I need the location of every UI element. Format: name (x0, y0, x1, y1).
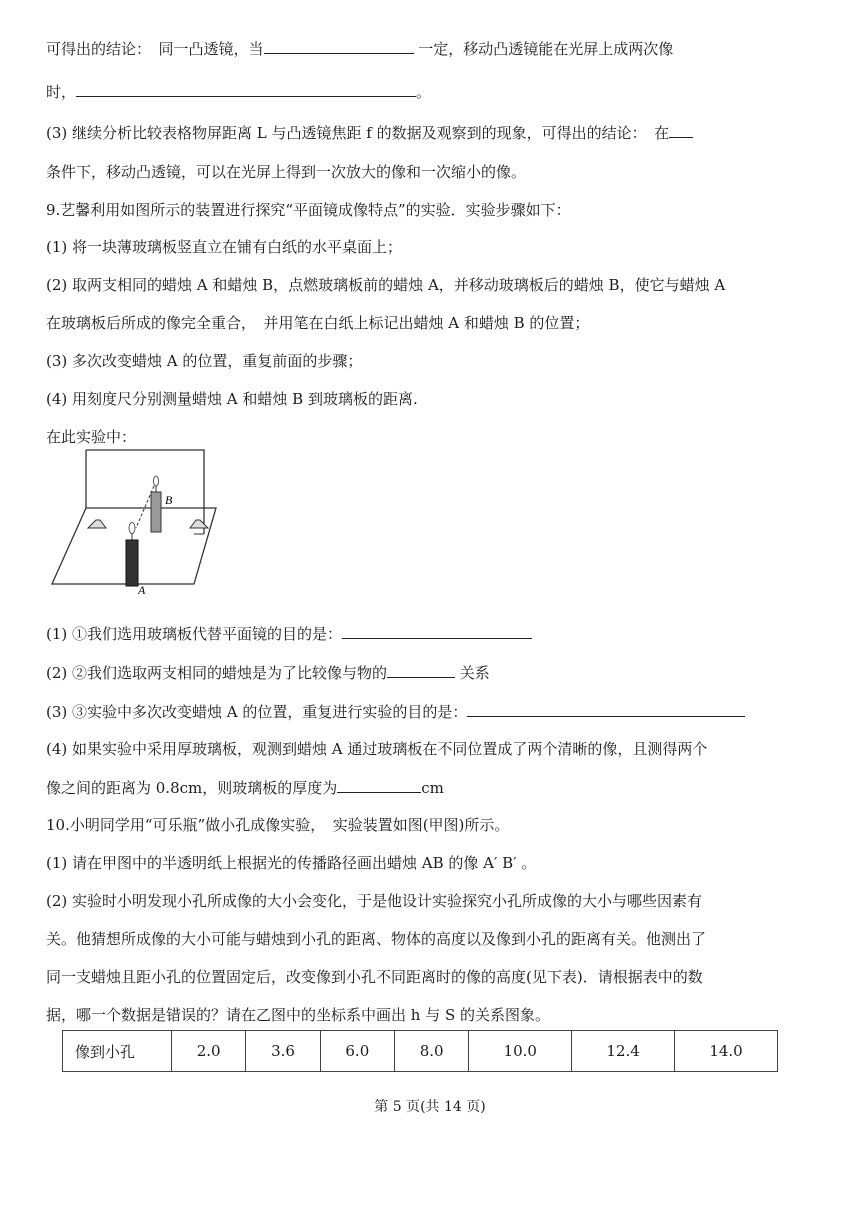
step-4: (4) 用刻度尺分别测量蜡烛 A 和蜡烛 B 到玻璃板的距离. (46, 390, 418, 408)
answer-blank[interactable] (387, 661, 455, 678)
q10-part-2-cont: 同一支蜡烛且距小孔的位置固定后，改变像到小孔不同距离时的像的高度(见下表)．请根据表中的数 (46, 968, 703, 986)
text-line: 条件下，移动凸透镜，可以在光屏上得到一次放大的像和一次缩小的像。 (46, 163, 527, 181)
text-line: 时， 。 (46, 80, 816, 102)
mirror-experiment-figure (44, 436, 224, 604)
text-line: 可得出的结论： 同一凸透镜，当 一定，移动凸透镜能在光屏上成两次像 (46, 37, 816, 59)
page-footer: 第 5 页(共 14 页) (374, 1099, 486, 1115)
step-2-cont: 在玻璃板后所成的像完全重合， 并用笔在白纸上标记出蜡烛 A 和蜡烛 B 的位置； (46, 314, 590, 332)
text-line: (3) 继续分析比较表格物屏距离 L 与凸透镜焦距 f 的数据及观察到的现象，可得出的结论： 在 (46, 121, 816, 143)
question-9-title: 9.艺馨利用如图所示的装置进行探究“平面镜成像特点”的实验．实验步骤如下： (46, 201, 571, 219)
table-row (63, 1031, 778, 1072)
candle-b (151, 492, 161, 532)
answer-blank[interactable] (342, 622, 532, 639)
q10-part-2: (2) 实验时小明发现小孔所成像的大小会变化，于是他设计实验探究小孔所成像的大小与哪些因素有 (46, 892, 703, 910)
conclusion-text: 可得出的结论： 同一凸透镜，当 (46, 40, 264, 58)
step-3: (3) 多次改变蜡烛 A 的位置，重复前面的步骤； (46, 352, 363, 370)
sub-question-2: (2) ②我们选取两支相同的蜡烛是为了比较像与物的 关系 (46, 661, 816, 683)
glass-plate (86, 450, 204, 534)
data-table (62, 1030, 778, 1072)
answer-blank[interactable] (337, 776, 421, 793)
in-experiment-label: 在此实验中： (46, 428, 137, 446)
table-cell: 8.0 (394, 1031, 468, 1072)
answer-blank[interactable] (467, 700, 745, 717)
q10-part-2-cont: 关。他猜想所成像的大小可能与蜡烛到小孔的距离、物体的高度以及像到小孔的距离有关。他测出了 (46, 930, 707, 948)
plate-stand-right (190, 520, 208, 528)
sub-question-4: (4) 如果实验中采用厚玻璃板，观测到蜡烛 A 通过玻璃板在不同位置成了两个清晰的像，且测得两个 (46, 740, 708, 758)
q10-part-1: (1) 请在甲图中的半透明纸上根据光的传播路径画出蜡烛 AB 的像 A′ B′ 。 (46, 854, 537, 872)
step-2: (2) 取两支相同的蜡烛 A 和蜡烛 B，点燃玻璃板前的蜡烛 A，并移动玻璃板后的蜡烛 B，使它与蜡烛 A (46, 276, 726, 294)
candle-b-flame (154, 476, 159, 486)
answer-blank[interactable] (669, 121, 693, 138)
candle-a (126, 540, 138, 586)
candle-a-flame (129, 523, 135, 534)
table-cell: 6.0 (320, 1031, 394, 1072)
answer-blank[interactable] (76, 80, 416, 97)
answer-blank[interactable] (264, 37, 414, 54)
table-cell: 10.0 (469, 1031, 572, 1072)
sub-question-4-cont: 像之间的距离为 0.8cm，则玻璃板的厚度为 cm (46, 776, 816, 798)
table-header-cell: 像到小孔 (63, 1031, 172, 1072)
question-10-title: 10.小明同学用“可乐瓶”做小孔成像实验， 实验装置如图(甲图)所示。 (46, 816, 510, 834)
sub-question-3: (3) ③实验中多次改变蜡烛 A 的位置，重复进行实验的目的是： (46, 700, 820, 722)
step-1: (1) 将一块薄玻璃板竖直立在铺有白纸的水平桌面上； (46, 238, 403, 256)
label-a: A (138, 583, 146, 597)
plate-stand-left (88, 520, 106, 528)
table-cell: 2.0 (172, 1031, 246, 1072)
table-cell: 14.0 (675, 1031, 778, 1072)
label-b: B (165, 493, 173, 507)
q10-part-2-cont: 据，哪一个数据是错误的？请在乙图中的坐标系中画出 h 与 S 的关系图象。 (46, 1006, 551, 1024)
table-cell: 3.6 (246, 1031, 320, 1072)
table-cell: 12.4 (572, 1031, 675, 1072)
sub-question-1: (1) ①我们选用玻璃板代替平面镜的目的是： (46, 622, 816, 644)
